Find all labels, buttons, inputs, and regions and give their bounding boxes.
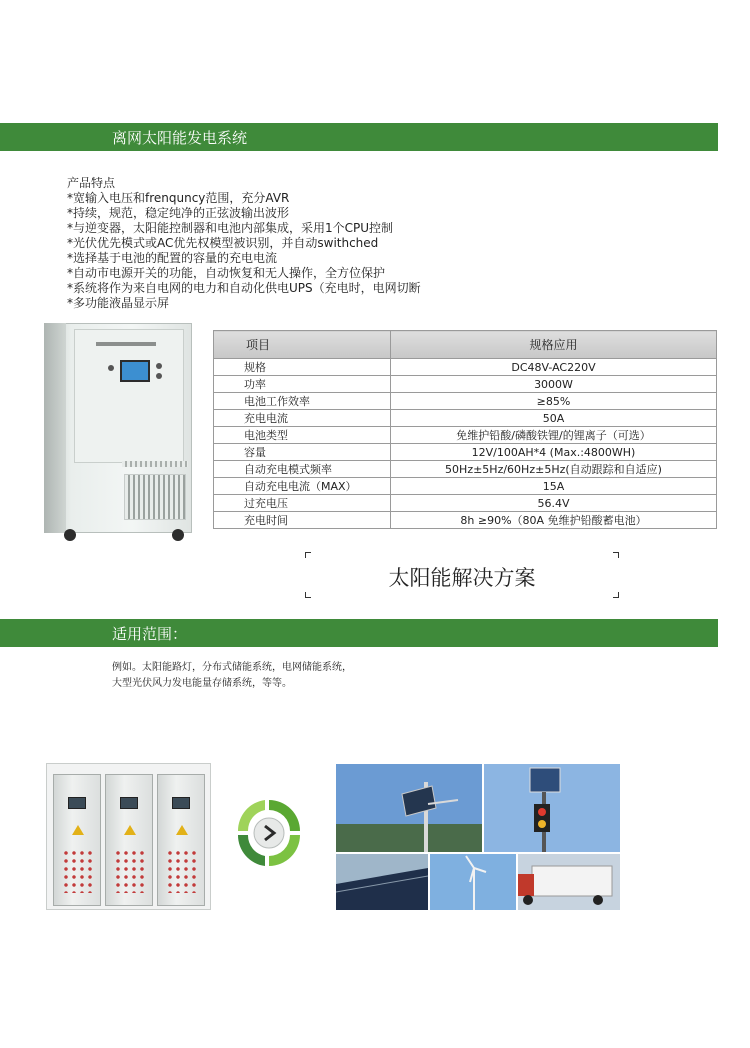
cabinet-nameplate [96, 342, 156, 346]
section-header-offgrid [0, 123, 718, 151]
column-header-spec: 规格应用 [391, 331, 717, 359]
panel-button [108, 365, 114, 371]
table-row [214, 393, 717, 410]
panel-button [156, 363, 162, 369]
solution-title: 太阳能解决方案 [388, 566, 536, 590]
feature-list [67, 176, 421, 311]
cabinet-unit [157, 774, 205, 906]
section-title: 适用范围： [112, 625, 188, 643]
feature-item: *多功能液晶显示屏 [67, 296, 170, 310]
row-value: DC48V-AC220V [391, 359, 717, 376]
table-header-row [214, 331, 717, 359]
row-value: 15A [391, 478, 717, 495]
feature-item: *系统将作为来自电网的电力和自动化供电UPS（充电时，电网切断 [67, 281, 421, 295]
cabinet-front-panel [74, 329, 184, 463]
table-row [214, 512, 717, 529]
corner-bracket [305, 592, 311, 598]
section-header-scope [0, 619, 718, 647]
feature-item: *自动市电源开关的功能，自动恢复和无人操作，全方位保护 [67, 266, 386, 280]
panel-button [156, 373, 162, 379]
row-value: 免维护铅酸/磷酸铁锂/的锂离子（可选） [391, 427, 717, 444]
column-header-item: 项目 [214, 331, 391, 359]
vent-strip [122, 461, 188, 467]
row-value: 12V/100AH*4 (Max.:4800WH) [391, 444, 717, 461]
cabinet-side [44, 323, 66, 533]
row-value: 50Hz±5Hz/60Hz±5Hz(自动跟踪和自适应) [391, 461, 717, 478]
feature-heading: 产品特点 [67, 176, 116, 190]
row-label: 规格 [214, 359, 391, 376]
feature-item: *持续，规范，稳定纯净的正弦波输出波形 [67, 206, 290, 220]
table-row [214, 359, 717, 376]
solar-application-collage [336, 764, 620, 910]
table-row [214, 478, 717, 495]
corner-bracket [613, 552, 619, 558]
spec-table [213, 330, 717, 529]
lcd-screen [120, 360, 150, 382]
row-label: 容量 [214, 444, 391, 461]
row-label: 电池工作效率 [214, 393, 391, 410]
table-row [214, 376, 717, 393]
feature-item: *光伏优先模式或AC优先权模型被识别，并自动swithched [67, 236, 379, 250]
collage-illustration [336, 764, 620, 910]
solution-banner [305, 552, 619, 598]
section-title: 离网太阳能发电系统 [112, 129, 248, 147]
table-row [214, 410, 717, 427]
scope-line: 大型光伏风力发电能量存储系统，等等。 [112, 678, 292, 689]
row-label: 自动充电电流（MAX） [214, 478, 391, 495]
row-label: 自动充电模式频率 [214, 461, 391, 478]
row-label: 充电时间 [214, 512, 391, 529]
cycle-arrow-icon [232, 794, 306, 872]
scope-line: 例如。太阳能路灯，分布式储能系统，电网储能系统， [112, 662, 352, 673]
row-label: 充电电流 [214, 410, 391, 427]
inverter-cabinet-image [44, 323, 192, 541]
row-label: 过充电压 [214, 495, 391, 512]
control-cabinets-image [46, 763, 211, 910]
corner-bracket [613, 592, 619, 598]
row-label: 功率 [214, 376, 391, 393]
row-value: 50A [391, 410, 717, 427]
scope-description [112, 660, 352, 692]
cabinet-unit [53, 774, 101, 906]
vent-grille [124, 474, 186, 520]
row-value: 8h ≥90%（80A 免维护铅酸蓄电池） [391, 512, 717, 529]
cabinet-unit [105, 774, 153, 906]
row-value: ≥85% [391, 393, 717, 410]
corner-bracket [305, 552, 311, 558]
table-row [214, 444, 717, 461]
table-row [214, 427, 717, 444]
row-value: 3000W [391, 376, 717, 393]
feature-item: *与逆变器，太阳能控制器和电池内部集成，采用1个CPU控制 [67, 221, 394, 235]
row-value: 56.4V [391, 495, 717, 512]
caster-wheel [172, 529, 184, 541]
caster-wheel [64, 529, 76, 541]
feature-item: *选择基于电池的配置的容量的充电电流 [67, 251, 278, 265]
row-label: 电池类型 [214, 427, 391, 444]
table-row [214, 461, 717, 478]
table-row [214, 495, 717, 512]
feature-item: *宽输入电压和frenquncy范围，充分AVR [67, 191, 290, 205]
